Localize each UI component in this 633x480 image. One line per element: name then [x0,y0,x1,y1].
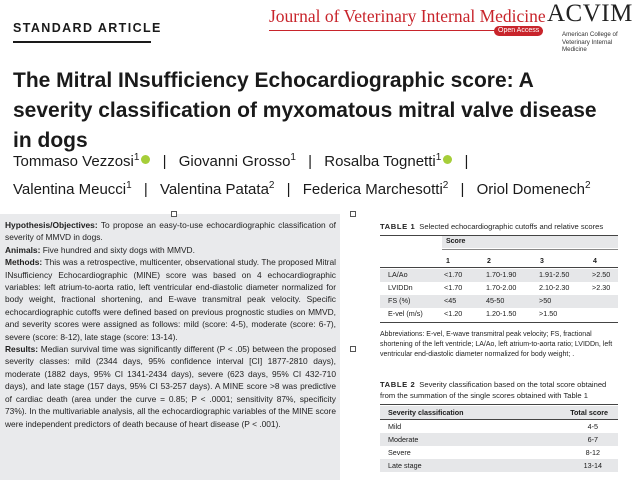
table1-caption [380,222,616,233]
table-cell: 1.20-1.50 [486,309,517,318]
abstract-hypothesis-text: To propose an easy-to-use echocardiographic classification of severity of MMVD in dogs. [5,220,336,243]
abstract-paragraph [5,256,336,343]
table2-row-label: Mild [388,422,402,431]
abstract-paragraph [5,244,336,256]
abstract-methods-label: Methods: [5,257,43,268]
table2-row-label: Moderate [388,435,419,444]
table-cell: 2.10-2.30 [539,283,570,292]
affiliation-mark: 2 [442,180,449,191]
table-row [380,446,618,459]
author-separator: | [286,181,291,198]
table1-column-header: 4 [593,258,597,265]
table-cell: >2.50 [592,270,611,279]
table2-caption [380,380,616,401]
author-name[interactable]: Federica Marchesotti [302,181,443,198]
table-cell: >50 [539,296,552,305]
table2-row-label: Severe [388,448,411,457]
affiliation-mark: 1 [126,180,132,191]
article-type-underline [13,41,151,43]
table-row [380,308,618,321]
abstract-box [0,214,340,480]
author-name[interactable]: Oriol Domenech [476,181,585,198]
table-cell: 45-50 [486,296,505,305]
table1-column-header: 3 [540,258,544,265]
table2-label: TABLE 2 [380,380,416,389]
author-name[interactable]: Rosalba Tognetti [324,153,436,170]
table-cell: 1.91-2.50 [539,270,570,279]
table1-footnote: Abbreviations: E-vel, E-wave transmitral peak velocity; FS, fractional shortening of the left ventricle; LA/Ao, left atrium-to-aorta ratio; LVIDDn, left ventricular end-diastolic diameter normalized for body weight; . [380,331,613,358]
author-list [13,146,591,202]
table1-score-header: Score [442,236,618,248]
abstract-paragraph [5,343,336,430]
table-cell: <1.70 [444,283,463,292]
author-name[interactable]: Giovanni Grosso [178,153,291,170]
table1-header-rule [380,267,618,268]
table2-header-left: Severity classification [388,408,464,417]
table2-header-row [380,406,618,419]
table-cell: 6-7 [587,435,598,444]
selection-handle[interactable] [350,346,356,352]
abstract-animals-label: Animals: [5,244,41,255]
table2-header-right: Total score [570,408,608,417]
affiliation-mark: 1 [133,152,140,163]
table-cell: <1.20 [444,309,463,318]
table-row [380,433,618,446]
article-title: The Mitral INsufficiency Echocardiographic score: A severity classification of myxomatous mitral valve disease in dogs [13,69,597,152]
table-cell: 13-14 [583,461,602,470]
author-name[interactable]: Valentina Patata [159,181,269,198]
abstract-hypothesis-label: Hypothesis/Objectives: [5,220,98,230]
table-cell: 4-5 [587,422,598,431]
author-separator: | [460,181,465,198]
abstract-results-label: Results: [5,344,39,355]
table-cell: <45 [444,296,457,305]
table1-label: TABLE 1 [380,222,416,231]
author-row-2 [13,174,591,202]
affiliation-mark: 2 [585,180,591,191]
table1-row-label: E-vel (m/s) [388,309,423,318]
author-separator: | [464,153,469,170]
author-name[interactable]: Tommaso Vezzosi [13,153,134,170]
author-name[interactable]: Valentina Meucci [13,181,127,198]
affiliation-mark: 1 [290,152,296,163]
table1-column-header: 1 [446,258,450,265]
selection-handle[interactable] [350,211,356,217]
table1-column-header: 2 [487,258,491,265]
open-access-badge: Open Access [494,26,543,36]
orcid-icon[interactable] [141,155,150,164]
table1-bottom-rule [380,322,618,323]
abstract-paragraph [5,219,336,244]
author-separator: | [162,153,167,170]
table-cell: 1.70-2.00 [486,283,517,292]
affiliation-mark: 2 [268,180,275,191]
table-row [380,420,618,433]
author-separator: | [143,181,148,198]
selection-handle[interactable] [171,211,177,217]
author-row-1 [13,146,591,174]
orcid-icon[interactable] [443,155,452,164]
table-row [380,282,618,295]
affiliation-mark: 1 [435,152,442,163]
table2-row-label: Late stage [388,461,422,470]
table2-top-rule [380,404,618,405]
table-row [380,269,618,282]
table-cell: >1.50 [539,309,558,318]
table1-row-label: FS (%) [388,296,411,305]
table1-caption-text: Selected echocardiographic cutoffs and relative scores [419,222,604,231]
table1-score-rule [442,249,618,250]
table1-row-label: LVIDDn [388,283,413,292]
table-row [380,459,618,472]
table-row [380,295,618,308]
abstract-results-text: Median survival time was significantly different (P < .05) between the proposed severity classes: mild (2344 days, 95% confidence interval [CI] 1877-2810 days), moderate (1882 days, 95% CI 1341-2434 days), severe (623 days, 95% CI 432-710 days), and late stage (157 days, 95% CI 53-257 days). A MINE score >8 was predictive of cardiac death (area under the curve = 0.85; P < .0001; sensitivity 87%, specificity 73%). In the multivariable analysis, all the echocardiographic variables of the MINE score were independent predictors of death because of heart disease (P < .001). [5,344,337,429]
article-type-label: STANDARD ARTICLE [13,21,162,35]
author-separator: | [308,153,313,170]
table-cell: 8-12 [585,448,600,457]
abstract-animals-text: Five hundred and sixty dogs with MMVD. [42,244,195,255]
table2-caption-text: Severity classification based on the total score obtained from the summation of the single scores obtained with Table 1 [380,380,607,400]
acvim-logo[interactable]: ACVIM [547,0,633,27]
table-cell: >2.30 [592,283,611,292]
acvim-logo-subtitle: American College of Veterinary Internal Medicine [562,31,618,53]
table-cell: <1.70 [444,270,463,279]
table-cell: 1.70-1.90 [486,270,517,279]
journal-name[interactable]: Journal of Veterinary Internal Medicine [269,6,546,26]
table1-row-label: LA/Ao [388,270,408,279]
abstract-methods-text: This was a retrospective, multicenter, observational study. The proposed Mitral INsufficiency Echocardiographic (MINE) score was based on 4 echocardiographic variables: left atrium-to-aorta ratio, left ventricular end-diastolic diameter normalized for body weight, fractional shortening, and E-wave transmitral peak velocity. Specific echocardiographic cutoffs were defined based on previous prognostic studies on MMVD, and severity scores were assigned as follows: mild (score: 4-5), moderate (score: 6-7), severe (score: 8-12), late stage (score: 13-14). [5,257,336,342]
